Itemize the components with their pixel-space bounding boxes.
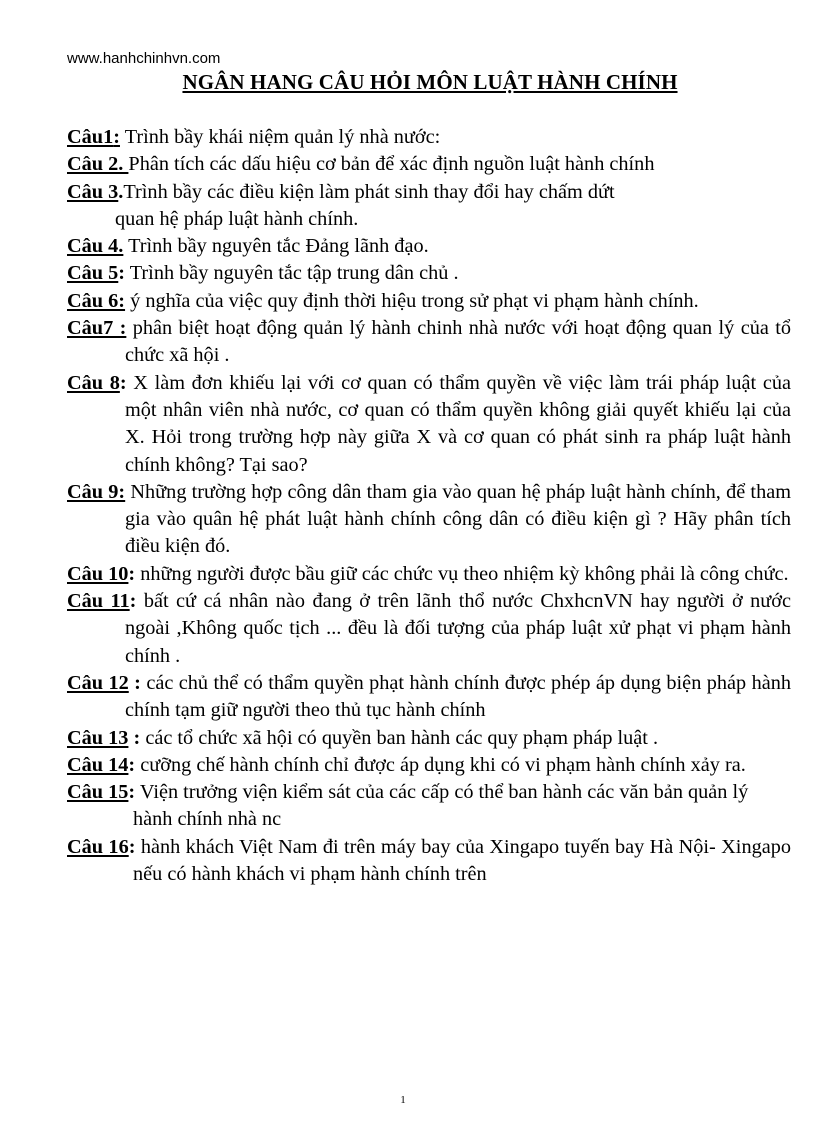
question-text: các chủ thể có thẩm quyền phạt hành chính được phép áp dụng biện pháp hành chính tạm giữ người theo thủ tục hành chính xyxy=(125,671,791,722)
question-2 xyxy=(67,151,791,178)
question-label: Câu7 : xyxy=(67,317,127,340)
question-label: Câu 10 xyxy=(67,562,129,585)
question-text: Những trường hợp công dân tham gia vào quan hệ pháp luật hành chính, để tham gia vào quân hệ phát luật hành chính công dân có điều kiện gì ? Hãy phân tích điều kiện đó. xyxy=(125,480,791,558)
question-text: Trình bầy nguyên tắc tập trung dân chủ . xyxy=(125,262,459,285)
question-12: Câu 12 : các chủ thể có thẩm quyền phạt hành chính được phép áp dụng biện pháp hành chính tạm giữ người theo thủ tục hành chính xyxy=(67,671,791,722)
question-text: ý nghĩa của việc quy định thời hiệu trong sử phạt vi phạm hành chính. xyxy=(125,289,699,312)
question-label: Câu 11 xyxy=(67,590,130,613)
website-url: www.hanhchinhvn.com xyxy=(67,50,221,67)
question-label: Câu 4. xyxy=(67,235,124,258)
question-label: Câu 6: xyxy=(67,289,126,312)
question-3: Câu 3.Trình bầy các điều kiện làm phát sinh thay đổi hay chấm dứt quan hệ pháp luật hành chính. xyxy=(67,179,791,234)
question-7 xyxy=(67,315,791,370)
question-text: Trình bầy nguyên tắc Đảng lãnh đạo. xyxy=(123,235,429,258)
question-text-continued: quan hệ pháp luật hành chính. xyxy=(115,207,359,230)
question-11: Câu 11: bất cứ cá nhân nào đang ở trên lãnh thổ nước ChxhcnVN hay người ở nước ngoài ,Không quốc tịch ... đều là đối tượng của pháp luật xử phạt vi phạm hành chính . xyxy=(67,590,791,667)
question-label: Câu 14 xyxy=(67,753,129,776)
question-text: Trình bầy các điều kiện làm phát sinh thay đổi hay chấm dứt xyxy=(123,180,615,203)
question-label: Câu 16 xyxy=(67,835,129,858)
page-title: NGÂN HANG CÂU HỎI MÔN LUẬT HÀNH CHÍNH xyxy=(182,70,678,94)
question-10: Câu 10: những người được bầu giữ các chức vụ theo nhiệm kỳ không phải là công chức. xyxy=(67,562,789,585)
question-label: Câu1 xyxy=(67,126,114,148)
question-text: cưỡng chế hành chính chỉ được áp dụng khi có vi phạm hành chính xảy ra. xyxy=(135,753,746,776)
question-1: Câu1: Trình bầy khái niệm quản lý nhà nước: xyxy=(67,126,441,148)
question-text: phân biệt hoạt động quản lý hành chinh nhà nước với hoạt động quan lý của tổ chức xã hội . xyxy=(125,317,791,367)
question-8: Câu 8: X làm đơn khiếu lại với cơ quan có thẩm quyền về việc làm trái pháp luật của một nhân viên nhà nước, cơ quan có thẩm quyền không giải quyết khiếu lại của X. Hỏi trong trường hợp này giữa X và cơ quan có phát sinh ra pháp luật hành chính không? Tại sao? xyxy=(67,371,791,476)
question-label: Câu 12 xyxy=(67,671,129,694)
question-6 xyxy=(67,288,791,315)
question-label: Câu 8 xyxy=(67,371,120,394)
question-9 xyxy=(67,479,791,561)
question-15: Câu 15: Viện trưởng viện kiểm sát của các cấp có thể ban hành các văn bản quản lý hành chính nhà nc xyxy=(67,781,749,831)
question-16: Câu 16: hành khách Việt Nam đi trên máy bay của Xingapo tuyến bay Hà Nội- Xingapo nếu có hành khách vi phạm hành chính trên xyxy=(67,835,792,886)
question-label: Câu 5 xyxy=(67,262,119,285)
question-text: những người được bầu giữ các chức vụ theo nhiệm kỳ không phải là công chức. xyxy=(135,562,789,585)
question-list xyxy=(67,124,791,888)
question-label: Câu 3 xyxy=(67,180,119,203)
question-text: Viện trưởng viện kiểm sát của các cấp có thể ban hành các văn bản quản lý hành chính nhà nc xyxy=(133,781,749,831)
page-number: 1 xyxy=(400,1094,406,1106)
question-4 xyxy=(67,233,791,260)
question-text: X làm đơn khiếu lại với cơ quan có thẩm quyền về việc làm trái pháp luật của một nhân viên nhà nước, cơ quan có thẩm quyền không giải quyết khiếu lại của X. Hỏi trong trường hợp này giữa X và cơ quan có phát sinh ra pháp luật hành chính không? Tại sao? xyxy=(125,371,791,476)
question-text: Trình bầy khái niệm quản lý nhà nước: xyxy=(119,126,441,148)
question-label: Câu 9: xyxy=(67,480,126,503)
question-13: Câu 13 : các tổ chức xã hội có quyền ban hành các quy phạm pháp luật . xyxy=(67,726,659,749)
question-text: bất cứ cá nhân nào đang ở trên lãnh thổ nước ChxhcnVN hay người ở nước ngoài ,Không quốc tịch ... đều là đối tượng của pháp luật xử phạt vi phạm hành chính . xyxy=(125,590,791,667)
question-label: Câu 2. xyxy=(67,153,129,176)
question-label: Câu 13 xyxy=(67,726,129,749)
question-14: Câu 14: cưỡng chế hành chính chỉ được áp dụng khi có vi phạm hành chính xảy ra. xyxy=(67,753,746,776)
question-text: hành khách Việt Nam đi trên máy bay của Xingapo tuyến bay Hà Nội- Xingapo nếu có hành khách vi phạm hành chính trên xyxy=(133,835,792,886)
question-5: Câu 5: Trình bầy nguyên tắc tập trung dân chủ . xyxy=(67,262,459,285)
question-label: Câu 15 xyxy=(67,781,129,804)
question-text: các tổ chức xã hội có quyền ban hành các quy phạm pháp luật . xyxy=(140,726,659,749)
question-text: Phân tích các dấu hiệu cơ bản để xác định nguồn luật hành chính xyxy=(128,153,655,176)
